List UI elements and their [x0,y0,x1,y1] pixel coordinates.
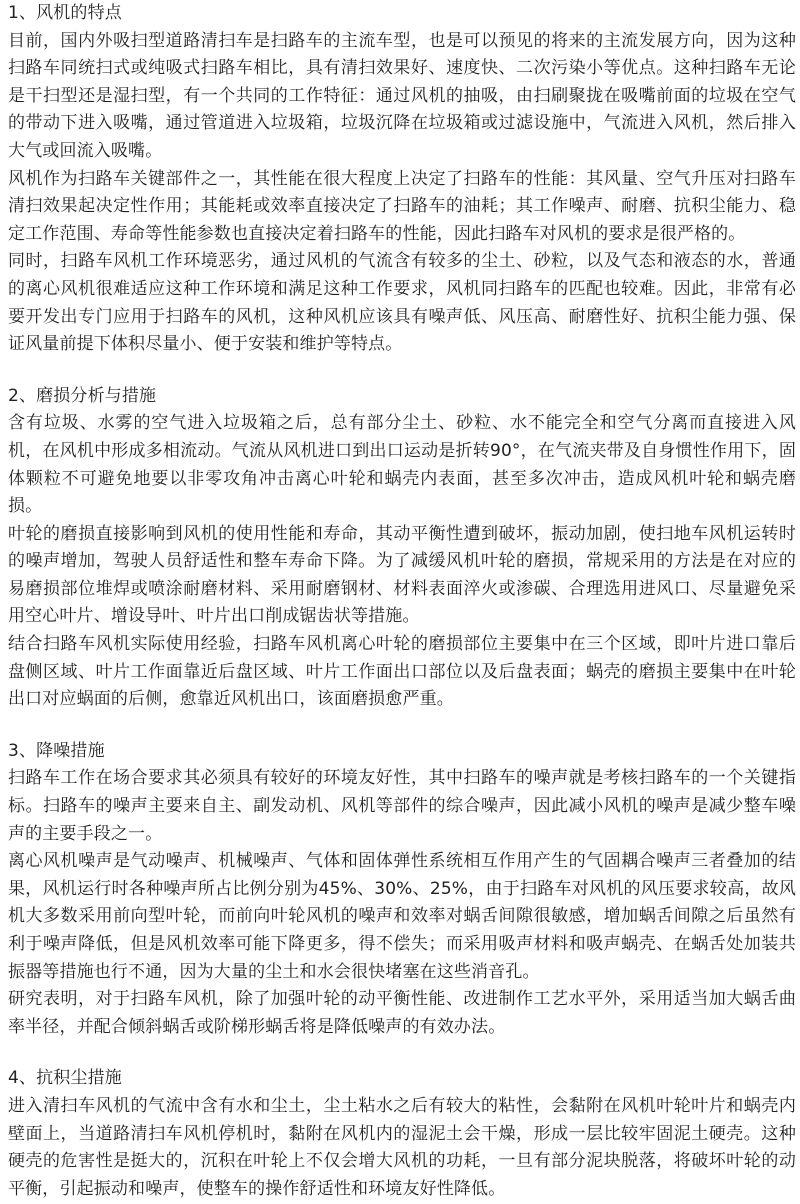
paragraph: 结合扫路车风机实际使用经验，扫路车风机离心叶轮的磨损部位主要集中在三个区域，即叶片进口靠后盘侧区域、叶片工作面靠近后盘区域、叶片工作面出口部位以及后盘表面；蜗壳的磨损主要集中在叶轮出口对应蜗面的后侧，愈靠近风机出口，该面磨损愈严重。 [8,634,796,710]
paragraph: 风机作为扫路车关键部件之一，其性能在很大程度上决定了扫路车的性能：其风量、空气升压对扫路车清扫效果起决定性作用；其能耗或效率直接决定了扫路车的油耗；其工作噪声、耐磨、抗积尘能力、稳定工作范围、寿命等性能参数也直接决定着扫路车的性能，因此扫路车对风机的要求是很严格的。 [8,168,796,244]
paragraph: 研究表明，对于扫路车风机，除了加强叶轮的动平衡性能、改进制作工艺水平外，采用适当加大蜗舌曲率半径，并配合倾斜蜗舌或阶梯形蜗舌将是降低噪声的有效办法。 [8,989,796,1037]
paragraph: 含有垃圾、水雾的空气进入垃圾箱之后，总有部分尘土、砂粒、水不能完全和空气分离而直接进入风机，在风机中形成多相流动。气流从风机进口到出口运动是折转90°，在气流夹带及自身惯性作用下，固体颗粒不可避免地要以非零攻角冲击离心叶轮和蜗壳内表面，甚至多次冲击，造成风机叶轮和蜗壳磨损。 [8,413,796,517]
article-body [8,0,796,1203]
paragraph: 目前，国内外吸扫型道路清扫车是扫路车的主流车型，也是可以预见的将来的主流发展方向，因为这种扫路车同统扫式或纯吸式扫路车相比，具有清扫效果好、速度快、二次污染小等优点。这种扫路车无论是干扫型还是湿扫型，有一个共同的工作特征：通过风机的抽吸，由扫刷聚拢在吸嘴前面的垃圾在空气的带动下进入吸嘴，通过管道进入垃圾箱，垃圾沉降在垃圾箱或过滤设施中，气流进入风机，然后排入大气或回流入吸嘴。 [8,30,796,161]
section-heading: 3、降噪措施 [8,740,105,761]
section-heading: 1、风机的特点 [8,3,122,23]
paragraph: 同时，扫路车风机工作环境恶劣，通过风机的气流含有较多的尘土、砂粒，以及气态和液态的水，普通的离心风机很难适应这种工作环境和满足这种工作要求，风机同扫路车的匹配也较难。因此，非常有必要开发出专门应用于扫路车的风机，这种风机应该具有噪声低、风压高、耐磨性好、抗积尘能力强、保证风量前提下体积尽量小、便于安装和维护等特点。 [8,251,796,355]
section-noise-reduction [8,738,796,1042]
section-fan-features [8,0,796,359]
paragraph: 离心风机噪声是气动噪声、机械噪声、气体和固体弹性系统相互作用产生的气固耦合噪声三者叠加的结果，风机运行时各种噪声所占比例分别为45%、30%、25%，由于扫路车对风机的风压要求较高，故风机大多数采用前向型叶轮，而前向叶轮风机的噪声和效率对蜗舌间隙很敏感，增加蜗舌间隙之后虽然有利于噪声降低，但是风机效率可能下降更多，得不偿失；而采用吸声材料和吸声蜗壳、在蜗舌处加装共振器等措施也行不通，因为大量的尘土和水会很快堵塞在这些消音孔。 [8,851,796,982]
section-heading: 2、磨损分析与措施 [8,385,157,406]
section-heading: 4、抗积尘措施 [8,1068,122,1089]
section-anti-dust [8,1065,796,1203]
paragraph: 叶轮的磨损直接影响到风机的使用性能和寿命，其动平衡性遭到破坏，振动加剧，使扫地车风机运转时的噪声增加，驾驶人员舒适性和整车寿命下降。为了减缓风机叶轮的磨损，常规采用的方法是在对应的易磨损部位堆焊或喷涂耐磨材料、采用耐磨钢材、材料表面淬火或渗碳、合理选用进风口、尽量避免采用空心叶片、增设导叶、叶片出口削成锯齿状等措施。 [8,523,796,627]
paragraph: 扫路车工作在场合要求其必须具有较好的环境友好性，其中扫路车的噪声就是考核扫路车的一个关键指标。扫路车的噪声主要来自主、副发动机、风机等部件的综合噪声，因此减小风机的噪声是减少整车噪声的主要手段之一。 [8,768,796,844]
paragraph: 进入清扫车风机的气流中含有水和尘土，尘土粘水之后有较大的粘性，会黏附在风机叶轮叶片和蜗壳内壁面上，当道路清扫车风机停机时，黏附在风机内的湿泥土会干燥，形成一层比较牢固泥土硬壳。这种硬壳的危害性是挺大的，沉积在叶轮上不仅会增大风机的功耗，一旦有部分泥块脱落，将破坏叶轮的动平衡，引起振动和噪声，使整车的操作舒适性和环境友好性降低。 [8,1095,796,1199]
section-wear-analysis [8,383,796,714]
